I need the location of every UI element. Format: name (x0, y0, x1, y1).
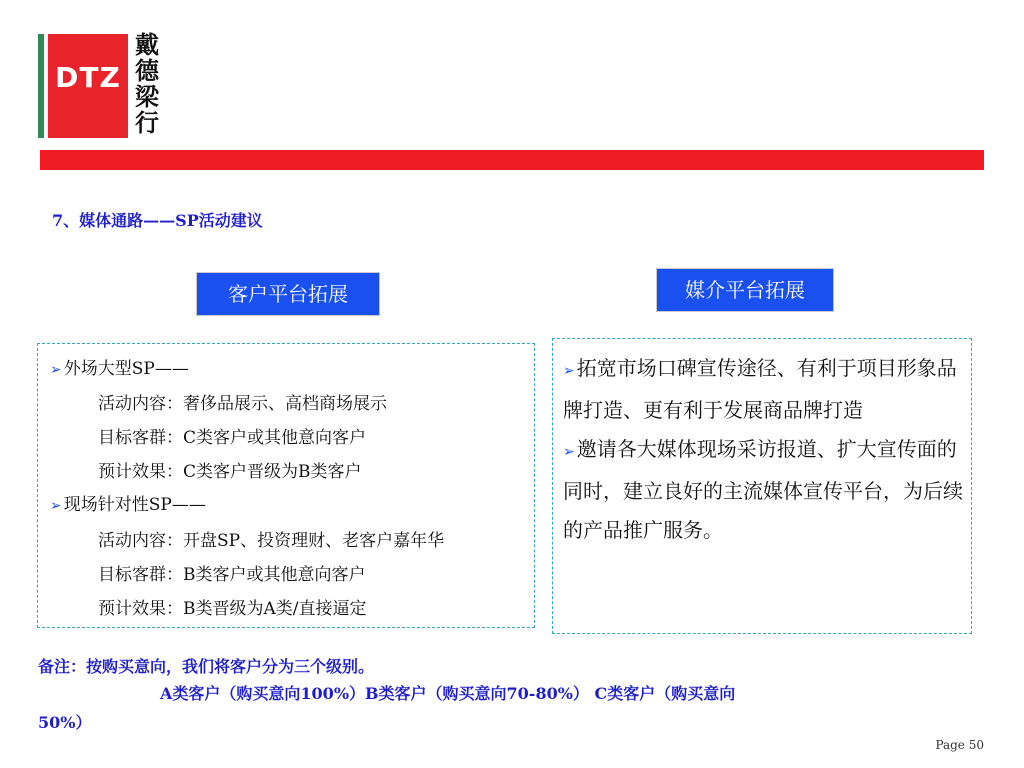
logo-char-2: 德 (135, 57, 159, 85)
logo-char-3: 梁 (135, 83, 159, 111)
left-line-3: 目标客群：C类客户或其他意向客户 (98, 428, 367, 448)
logo-char-1: 戴 (135, 31, 159, 59)
section-title: 7、媒体通路——SP活动建议 (52, 211, 263, 230)
arrow-bullet-icon: ➢ (50, 498, 62, 514)
left-line-6: 活动内容：开盘SP、投资理财、老客户嘉年华 (98, 531, 445, 551)
right-paragraph-2 (563, 430, 965, 550)
right-paragraph-2-text: 邀请各大媒体现场采访报道、扩大宣传面的同时，建立良好的主流媒体宣传平台，为后续的产品推广服务。 (563, 437, 963, 542)
left-bullet-1 (50, 354, 189, 379)
header-red-bar (40, 150, 984, 170)
left-line-4: 预计效果：C类客户晋级为B类客户 (98, 462, 362, 482)
arrow-bullet-icon: ➢ (563, 444, 575, 460)
right-paragraph-1-text: 拓宽市场口碑宣传途径、有利于项目形象品牌打造、更有利于发展商品牌打造 (563, 356, 957, 422)
arrow-bullet-icon: ➢ (50, 362, 62, 378)
right-panel-text (563, 349, 965, 550)
logo-chinese-name (130, 32, 164, 136)
arrow-bullet-icon: ➢ (563, 363, 575, 379)
note-line-1: 备注：按购买意向，我们将客户分为三个级别。 (38, 657, 375, 676)
page-number: Page 50 (935, 738, 984, 752)
left-bullet-2 (50, 490, 206, 515)
logo-char-4: 行 (135, 109, 159, 137)
note-line-2: A类客户（购买意向100%）B类客户（购买意向70-80%） C类客户（购买意向 (160, 684, 736, 703)
right-paragraph-1 (563, 349, 965, 430)
left-panel (37, 343, 535, 628)
left-line-7: 目标客群：B类客户或其他意向客户 (98, 565, 366, 585)
tag-customer-platform: 客户平台拓展 (196, 272, 380, 316)
left-line-2: 活动内容：奢侈品展示、高档商场展示 (98, 394, 387, 414)
logo-green-stripe (38, 34, 44, 138)
dtz-logo (38, 31, 164, 140)
right-panel (552, 338, 972, 634)
tag-media-platform: 媒介平台拓展 (656, 268, 834, 312)
left-line-5-text: 现场针对性SP—— (63, 495, 206, 515)
left-line-1-text: 外场大型SP—— (63, 359, 189, 379)
logo-brand-text: DTZ (55, 61, 121, 94)
left-line-8: 预计效果：B类晋级为A类/直接逼定 (98, 599, 367, 619)
note-line-3: 50%） (38, 713, 92, 732)
